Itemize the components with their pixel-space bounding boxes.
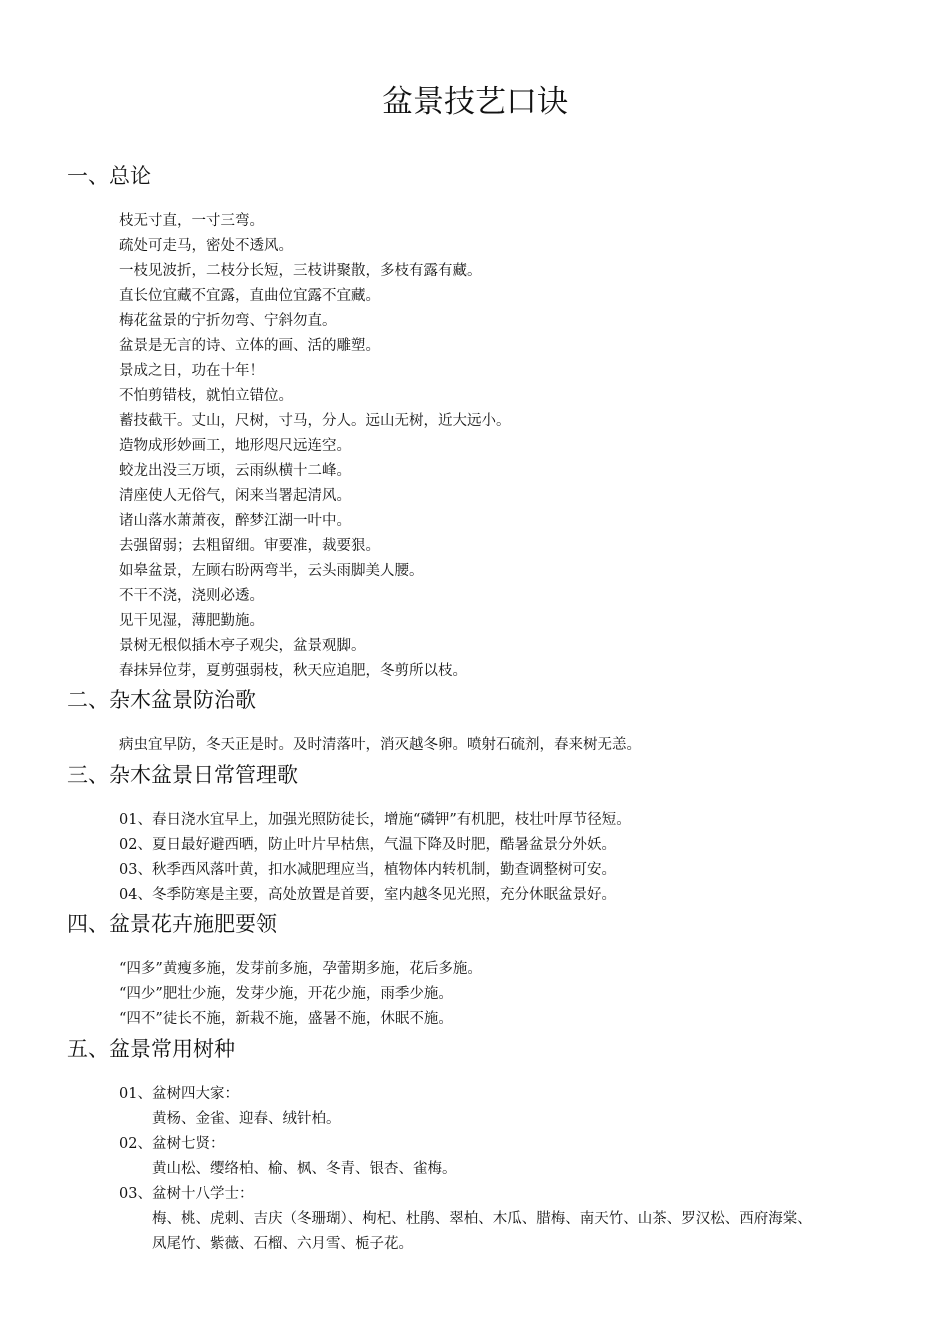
- text-line: “四少”肥壮少施，发芽少施，开花少施，雨季少施。: [119, 986, 453, 1002]
- text-line: 病虫宜早防，冬天正是时。及时清落叶，消灭越冬卵。喷射石硫剂，春来树无恙。: [119, 737, 641, 753]
- text-line: 直长位宜藏不宜露，直曲位宜露不宜藏。: [119, 288, 380, 304]
- text-line: 04、冬季防寒是主要，高处放置是首要，室内越冬见光照，充分休眠盆景好。: [119, 887, 616, 903]
- list-item: 02、盆树七贤：: [119, 1136, 225, 1152]
- text-line: 诸山落水萧萧夜，醉梦江湖一叶中。: [119, 513, 351, 529]
- text-line: 景成之日，功在十年！: [119, 363, 264, 379]
- section-heading-tree-species: 五、盆景常用树种: [67, 1037, 235, 1061]
- text-line: 03、秋季西风落叶黄，扣水减肥理应当，植物体内转机制，勤查调整树可安。: [119, 862, 616, 878]
- document-title: 盆景技艺口诀: [382, 84, 568, 120]
- list-item-detail: 凤尾竹、紫薇、石榴、六月雪、栀子花。: [152, 1236, 413, 1252]
- text-line: 景树无根似插木亭子观尖，盆景观脚。: [119, 638, 366, 654]
- section-heading-pest-control: 二、杂木盆景防治歌: [67, 688, 256, 712]
- text-line: 盆景是无言的诗、立体的画、活的雕塑。: [119, 338, 380, 354]
- text-line: 见干见湿，薄肥勤施。: [119, 613, 264, 629]
- text-line: 春抹异位芽，夏剪强弱枝，秋天应追肥，冬剪所以枝。: [119, 663, 467, 679]
- list-item: 01、盆树四大家：: [119, 1086, 239, 1102]
- text-line: 疏处可走马，密处不透风。: [119, 238, 293, 254]
- text-line: 不怕剪错枝，就怕立错位。: [119, 388, 293, 404]
- list-item-detail: 黄杨、金雀、迎春、绒针柏。: [152, 1111, 341, 1127]
- section-heading-fertilizing: 四、盆景花卉施肥要领: [67, 912, 277, 936]
- section-heading-general: 一、总论: [67, 164, 151, 188]
- text-line: 梅花盆景的宁折勿弯、宁斜勿直。: [119, 313, 337, 329]
- text-line: 如皋盆景，左顾右盼两弯半，云头雨脚美人腰。: [119, 563, 424, 579]
- text-line: 一枝见波折，二枝分长短，三枝讲聚散，多枝有露有藏。: [119, 263, 482, 279]
- text-line: “四多”黄瘦多施，发芽前多施，孕蕾期多施，花后多施。: [119, 961, 482, 977]
- text-line: 清座使人无俗气，闲来当署起清风。: [119, 488, 351, 504]
- text-line: 02、夏日最好避西晒，防止叶片早枯焦，气温下降及时肥，酷暑盆景分外妖。: [119, 837, 616, 853]
- text-line: “四不”徒长不施，新栽不施，盛暑不施，休眠不施。: [119, 1011, 453, 1027]
- text-line: 去强留弱；去粗留细。审要准，裁要狠。: [119, 538, 380, 554]
- text-line: 不干不浇，浇则必透。: [119, 588, 264, 604]
- text-line: 枝无寸直，一寸三弯。: [119, 213, 264, 229]
- text-line: 造物成形妙画工，地形咫尺远连空。: [119, 438, 351, 454]
- text-line: 蓄技截干。丈山，尺树，寸马，分人。远山无树，近大远小。: [119, 413, 511, 429]
- section-heading-daily-care: 三、杂木盆景日常管理歌: [67, 763, 298, 787]
- list-item: 03、盆树十八学士：: [119, 1186, 254, 1202]
- list-item-detail: 黄山松、缨络柏、榆、枫、冬青、银杏、雀梅。: [152, 1161, 457, 1177]
- text-line: 01、春日浇水宜早上，加强光照防徒长，增施“磷钾”有机肥，枝壮叶厚节径短。: [119, 812, 631, 828]
- text-line: 蛟龙出没三万顷，云雨纵横十二峰。: [119, 463, 351, 479]
- list-item-detail: 梅、桃、虎刺、吉庆（冬珊瑚）、枸杞、杜鹃、翠柏、木瓜、腊梅、南天竹、山茶、罗汉松、西府海棠、: [152, 1211, 812, 1227]
